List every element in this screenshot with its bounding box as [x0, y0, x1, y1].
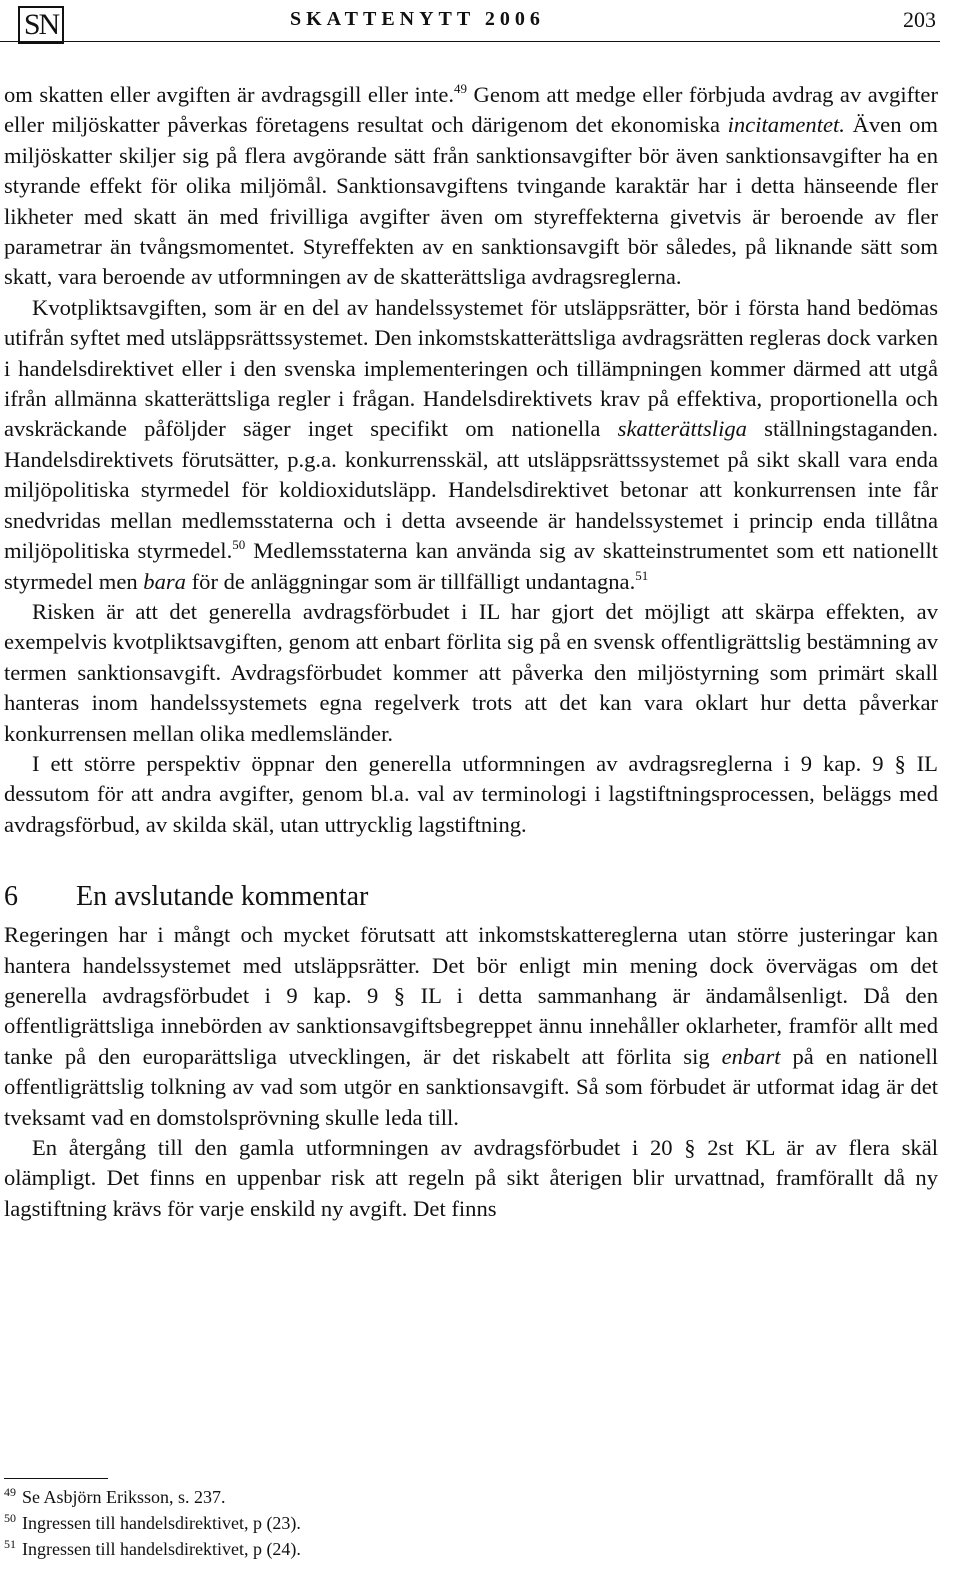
footnote-number: 50 [4, 1511, 16, 1525]
text-run: på en nationell offentligrättslig tolkning av vad som utgör en sanktionsavgift. Så som förbudet är utformat idag är det tveksamt vad en domstolsprövning skulle leda till. [4, 1043, 938, 1130]
section-heading [4, 880, 938, 914]
section-title: En avslutande kommentar [76, 881, 369, 913]
text-run: ställningstaganden. Handelsdirektivets förutsätter, p.g.a. konkurrensskäl, att utsläppsrättssystemet på sikt skall vara enda miljöpolitiska styrmedel för koldioxidutsläpp. Handelsdirektivet betonar att konkurrensen inte får snedvridas mellan medlemsstaterna och i detta avseende är handelssystemet i princip enda tillåtna miljöpolitiska styrmedel. [4, 416, 938, 564]
text-run: Kvotpliktsavgiften, som är en del av handelssystemet för utsläppsrätter, bör i första hand bedömas utifrån syftet med utsläppsrättssystemet. Den inkomstskatterättsliga avdragsrätten regleras dock varken i handelsdirektivet eller i den svenska implementeringen och tillämpningen kommer därmed att utgå ifrån allmänna skatterättsliga regler i frågan. Handelsdirektivets krav på effektiva, proportionella och avskräckande påföljder säger inget specifikt om nationella [4, 294, 938, 442]
emphasis: incitamentet. [727, 112, 845, 138]
footnote-text: Ingressen till handelsdirektivet, p (23). [22, 1513, 301, 1533]
article-body [4, 80, 938, 1224]
journal-title: SKATTENYTT 2006 [290, 8, 545, 30]
footnote-number: 51 [4, 1537, 16, 1551]
page-header [0, 0, 960, 60]
page-number: 203 [903, 7, 936, 32]
footnote-number: 49 [4, 1485, 16, 1499]
paragraph-6: En återgång till den gamla utformningen av avdragsförbudet i 20 § 2st KL är av flera skäl olämpligt. Det finns en uppenbar risk att regeln på sikt återigen blir urvattnad, framförallt då ny lagstiftning krävs för varje enskild ny avgift. Det finns [4, 1135, 938, 1221]
paragraph-5 [4, 920, 938, 1133]
text-run: om skatten eller avgiften är avdragsgill eller inte. [4, 82, 455, 107]
header-rule [0, 41, 940, 42]
footnote-50 [4, 1510, 904, 1536]
footnote-text: Se Asbjörn Eriksson, s. 237. [22, 1487, 226, 1507]
text-run: Genom att medge eller förbjuda avdrag av avgifter eller miljöskatter påverkas företagens resultat och därigenom det ekonomiska [4, 82, 938, 138]
text-run: Även om miljöskatter skiljer sig på flera avgörande sätt från sanktionsavgifter bör även sanktionsavgifter ha en styrande effekt för olika miljömål. Sanktionsavgiftens tvingande karaktär har i detta hänseende fler likheter med skatt än med frivilliga avgifter även om styreffekterna givetvis är beroende av fler parametrar än tvångsmomentet. Styreffekten av en sanktionsavgift bör således, på liknande sätt som skatt, vara beroende av utformningen av de skatterättsliga avdragsreglerna. [4, 112, 938, 290]
text-run: Medlemsstaterna kan använda sig av skatteinstrumentet som ett nationellt styrmedel men [4, 538, 938, 594]
emphasis: bara [143, 568, 186, 594]
footnote-ref-49: 49 [454, 81, 468, 96]
journal-logo: SN [18, 6, 64, 44]
text-run: för de anläggningar som är tillfälligt undantagna. [185, 568, 636, 594]
footnotes [4, 1484, 904, 1562]
paragraph-3: Risken är att det generella avdragsförbudet i IL har gjort det möjligt att skärpa effekten, av exempelvis kvotpliktsavgiften, genom att enbart förlita sig på en svensk offentligrättslig bestämning av termen sanktionsavgift. Avdragsförbudet kommer att påverka den miljöstyrning som primärt skall hanteras inom handelssystemets egna regelverk trots att det kan vara oklart hur detta påverkar konkurrensen mellan olika medlemsländer. [4, 598, 938, 746]
paragraph-1 [4, 80, 938, 293]
footnote-51 [4, 1536, 904, 1562]
emphasis: enbart [721, 1043, 781, 1069]
footnote-49 [4, 1484, 904, 1510]
emphasis: skatterättsliga [617, 416, 747, 442]
footnote-ref-50: 50 [232, 537, 246, 553]
paragraph-2 [4, 293, 938, 597]
footnote-ref-51: 51 [635, 567, 649, 583]
text-run: Regeringen har i mångt och mycket förutsatt att inkomstskattereglerna utan större justeringar kan hantera handelssystemet med utsläppsrätter. Det bör enligt min mening dock övervägas om det generella avdragsförbudet i 9 kap. 9 § IL i detta sammanhang är ändamålsenligt. Då den offentligrättsliga innebörden av sanktionsavgiftsbegreppet ännu innehåller oklarheter, framför allt med tanke på den europarättsliga utvecklingen, är det riskabelt att förlita sig [4, 922, 938, 1069]
footnote-text: Ingressen till handelsdirektivet, p (24). [22, 1539, 301, 1559]
footnote-rule [4, 1478, 108, 1479]
paragraph-4: I ett större perspektiv öppnar den generella utformningen av avdragsreglerna i 9 kap. 9 § IL dessutom för att andra avgifter, genom bl.a. val av terminologi i lagstiftningsprocessen, beläggs med avdragsförbud, av skilda skäl, utan uttrycklig lagstiftning. [4, 750, 938, 837]
section-number: 6 [4, 881, 18, 913]
